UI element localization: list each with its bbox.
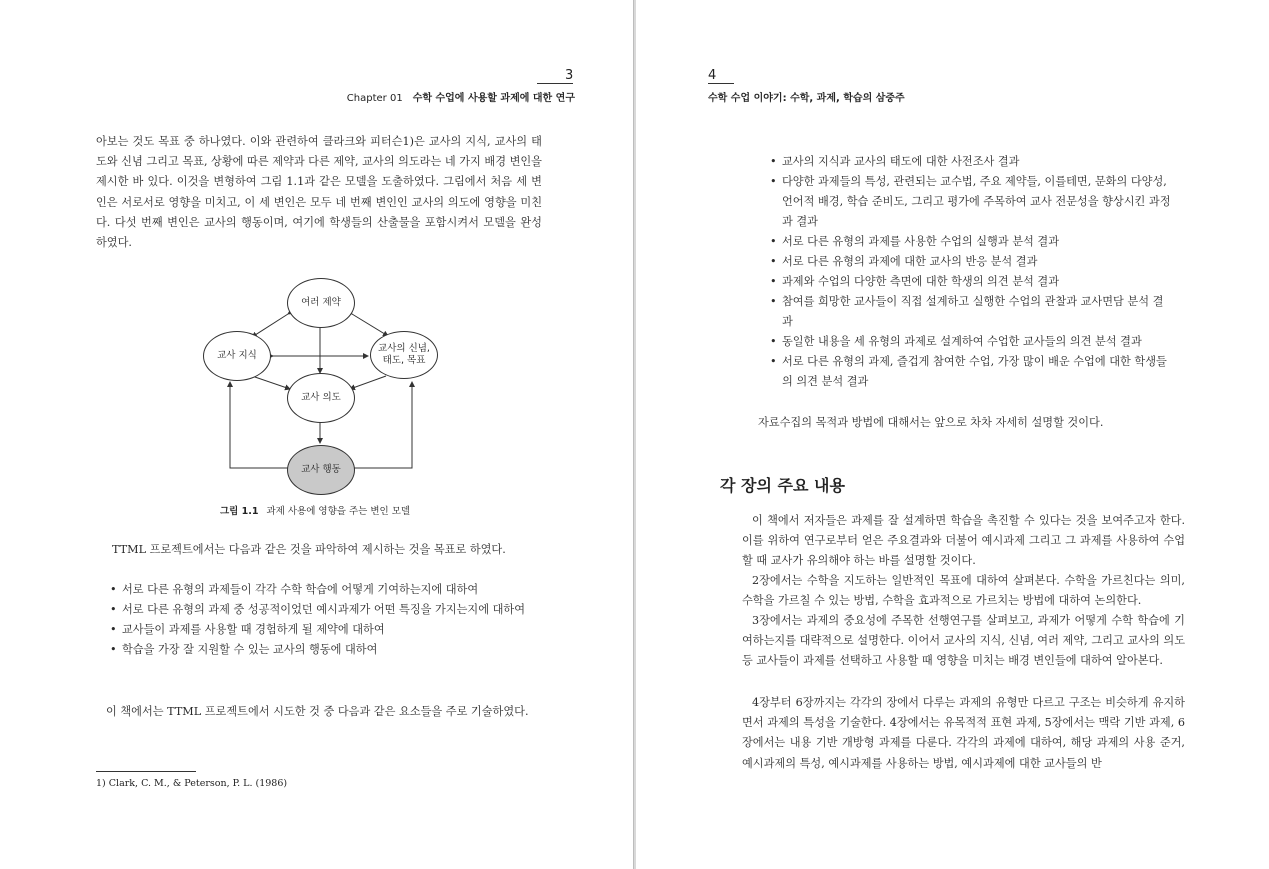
figure-variable-model [200,275,440,500]
list-item: • 참여를 희망한 교사들이 직접 설계하고 실행한 수업의 관찰과 교사면담 분석 결과 [770,292,1174,332]
elements-list [770,152,1174,392]
arrow-beliefs-intention [350,376,386,389]
figure-caption-text: 과제 사용에 영향을 주는 변인 모델 [266,506,411,517]
page-number-rule [708,83,734,84]
chapter-label: Chapter 01 [346,93,403,104]
footnote: 1) Clark, C. M., & Peterson, P. L. (1986) [96,778,288,789]
node-knowledge: 교사 지식 [203,331,271,381]
list-item: • 서로 다른 유형의 과제를 사용한 수업의 실행과 분석 결과 [770,232,1174,252]
arrow-action-knowledge [230,382,288,468]
list-item: • 서로 다른 유형의 과제, 즐겁게 참여한 수업, 가장 많이 배운 수업에 대한 학생들의 의견 분석 결과 [770,352,1174,392]
list-item: • 서로 다른 유형의 과제 중 성공적이었던 예시과제가 어떤 특징을 가지는지에 대하여 [110,600,530,620]
figure-caption [220,503,410,517]
list-item: • 서로 다른 유형의 과제들이 각각 수학 학습에 어떻게 기여하는지에 대하여 [110,580,530,600]
arrow-constraints-beliefs [352,314,388,336]
arrow-constraints-knowledge [252,314,288,337]
left-page [0,0,633,869]
closing-paragraph: 이 책에서는 TTML 프로젝트에서 시도한 것 중 다음과 같은 요소들을 주로 기술하였다. [106,705,529,718]
ttml-paragraph: TTML 프로젝트에서는 다음과 같은 것을 파악하여 제시하는 것을 목표로 하였다. [112,543,506,556]
book-title: 수학 수업 이야기: 수학, 과제, 학습의 삼중주 [708,93,905,104]
figure-caption-label: 그림 1.1 [220,506,259,517]
page-number: 3 [565,68,574,83]
page-number-rule [537,83,573,84]
node-action: 교사 행동 [287,445,355,495]
node-intention: 교사 의도 [287,373,355,423]
section-title: 각 장의 주요 내용 [720,476,845,495]
intro-paragraph: 아보는 것도 목표 중 하나였다. 이와 관련하여 클라크와 피터슨1)은 교사의 지식, 교사의 태도와 신념 그리고 목표, 상황에 따른 제약과 다른 제약, 교사의 의도라는 네 가지 배경 변인을 제시한 바 있다. 이것을 변형하여 그림 1.1과 같은 모델을 도출하였다. 그림에서 처음 세 변인은 서로서로 영향을 미치고, 이 세 변인은 모두 네 번째 변인인 교사의 의도에 영향을 미친다. 다섯 번째 변인은 교사의 행동이며, 여기에 학생들의 산출물을 포함시켜서 모델을 완성하였다. [96,135,542,250]
list-item: • 학습을 가장 잘 지원할 수 있는 교사의 행동에 대하여 [110,640,530,660]
list-item: • 교사의 지식과 교사의 태도에 대한 사전조사 결과 [770,152,1174,172]
data-collection-note: 자료수집의 목적과 방법에 대해서는 앞으로 차차 자세히 설명할 것이다. [758,416,1104,429]
list-item: • 동일한 내용을 세 유형의 과제로 설계하여 수업한 교사들의 의견 분석 결과 [770,332,1174,352]
ttml-goals-list [110,580,530,660]
list-item: • 과제와 수업의 다양한 측면에 대한 학생의 의견 분석 결과 [770,272,1174,292]
arrow-action-beliefs [352,382,412,468]
right-page [636,0,1269,869]
running-head [708,89,905,104]
overview-paragraph: 2장에서는 수학을 지도하는 일반적인 목표에 대하여 살펴본다. 수학을 가르친다는 의미, 수학을 가르칠 수 있는 방법, 수학을 효과적으로 가르치는 방법에 대하여 논의한다. [742,574,1185,608]
running-head [347,89,575,104]
list-item: • 교사들이 과제를 사용할 때 경험하게 될 제약에 대하여 [110,620,530,640]
footnote-rule [96,771,196,772]
node-constraints: 여러 제약 [287,278,355,328]
overview-paragraph: 이 책에서 저자들은 과제를 잘 설계하면 학습을 촉진할 수 있다는 것을 보여주고자 한다. 이를 위하여 연구로부터 얻은 주요결과와 더불어 예시과제 그리고 그 과제를 사용하여 수업할 때 교사가 유의해야 하는 바를 설명할 것이다. [742,514,1185,568]
page-number: 4 [708,68,717,83]
list-item: • 서로 다른 유형의 과제에 대한 교사의 반응 분석 결과 [770,252,1174,272]
node-beliefs: 교사의 신념, 태도, 목표 [370,331,438,379]
overview-paragraph: 3장에서는 과제의 중요성에 주목한 선행연구를 살펴보고, 과제가 어떻게 수학 학습에 기여하는지를 대략적으로 설명한다. 이어서 교사의 지식, 신념, 여러 제약, 그리고 교사의 의도 등 교사들이 과제를 선택하고 사용할 때 영향을 미치는 배경 변인들에 대하여 알아본다. [742,614,1185,668]
chapter-title: 수학 수업에 사용할 과제에 대한 연구 [412,93,575,104]
overview-paragraph: 4장부터 6장까지는 각각의 장에서 다루는 과제의 유형만 다르고 구조는 비슷하게 유지하면서 과제의 특성을 기술한다. 4장에서는 유목적적 표현 과제, 5장에서는 맥락 기반 과제, 6장에서는 내용 기반 개방형 과제를 다룬다. 각각의 과제에 대하여, 해당 과제의 사용 준거, 예시과제의 특성, 예시과제를 사용하는 방법, 예시과제에 대한 교사들의 반 [742,696,1185,770]
list-item: • 다양한 과제들의 특성, 관련되는 교수법, 주요 제약들, 이를테면, 문화의 다양성, 언어적 배경, 학습 준비도, 그리고 평가에 주목하여 교사 전문성을 향상시킨 과정과 결과 [770,172,1174,232]
arrow-knowledge-intention [252,376,290,389]
